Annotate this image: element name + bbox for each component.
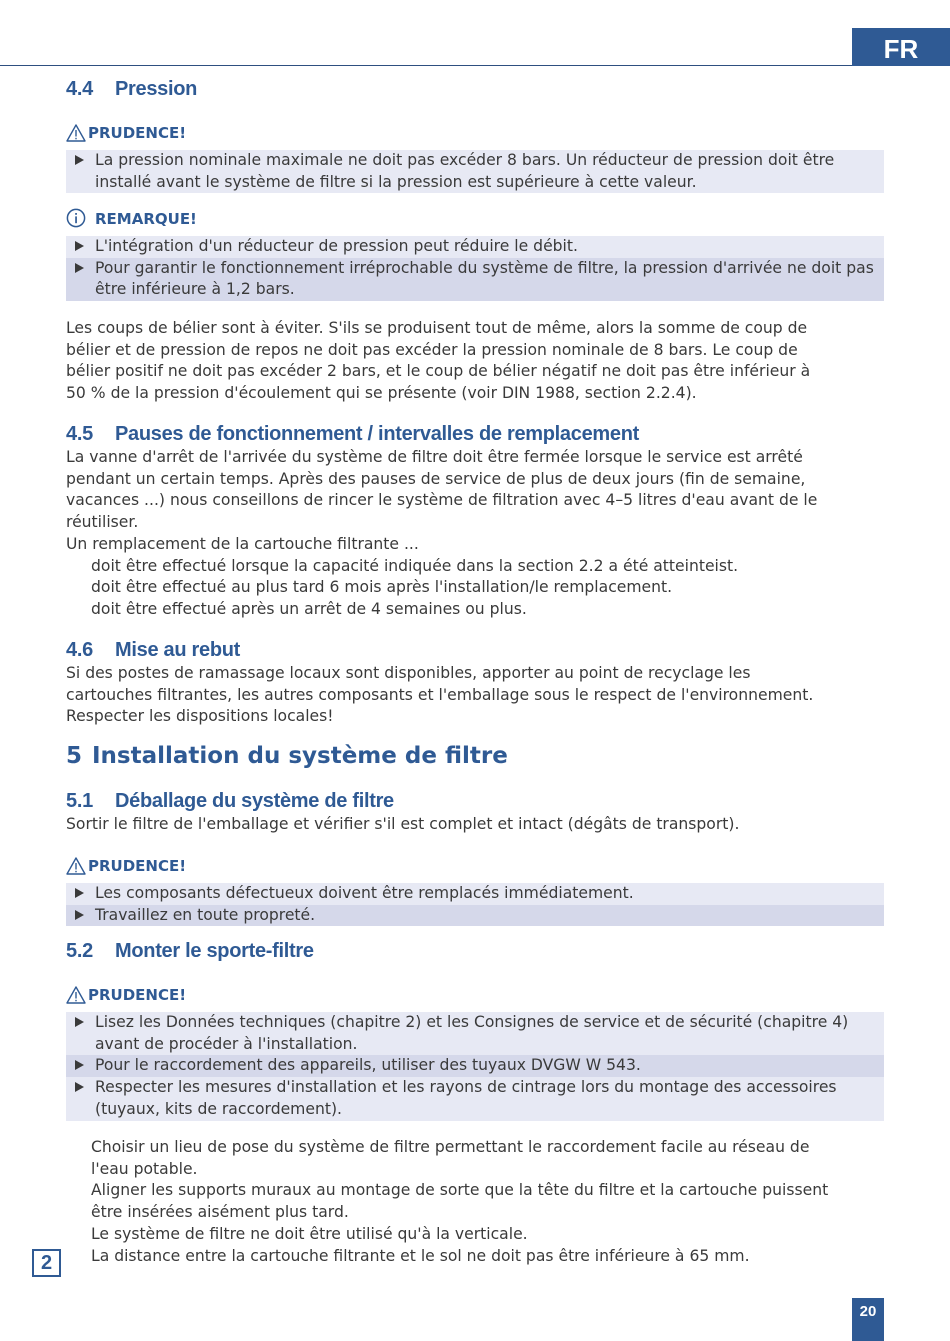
list-item: doit être effectué au plus tard 6 mois après l'installation/le remplacement. — [91, 578, 673, 597]
section-title: Mise au rebut — [115, 639, 241, 661]
section-5-2-heading — [66, 940, 314, 963]
warning-triangle-icon — [66, 986, 86, 1004]
caution-box — [66, 150, 884, 193]
bullet-triangle-icon — [75, 263, 84, 273]
warning-triangle-icon — [66, 124, 86, 142]
list-item: Travaillez en toute propreté. — [66, 905, 884, 927]
bullet-triangle-icon — [75, 241, 84, 251]
paragraph: Si des postes de ramassage locaux sont disponibles, apporter au point de recyclage les cartouches filtrantes, les autres composants et l'emballage sous le respect de l'environnement. Respecter les dispositions locales! — [66, 664, 814, 726]
caution-text: PRUDENCE! — [88, 124, 187, 142]
section-title: Pression — [115, 78, 198, 100]
section-number: 5.2 — [66, 940, 93, 962]
caution-box — [66, 883, 884, 926]
language-tab: FR — [852, 28, 950, 66]
section-number: 4.5 — [66, 423, 93, 445]
remark-text: REMARQUE! — [95, 210, 197, 228]
caution-text: PRUDENCE! — [88, 857, 187, 875]
caution-text: PRUDENCE! — [88, 986, 187, 1004]
bullet-triangle-icon — [75, 888, 84, 898]
list-item: Respecter les mesures d'installation et les rayons de cintrage lors du montage des accessoires (tuyaux, kits de raccordement). — [66, 1077, 884, 1120]
chapter-number-badge: 2 — [32, 1249, 61, 1277]
section-number: 4.6 — [66, 639, 93, 661]
page-number: 20 — [852, 1298, 884, 1341]
list-item: doit être effectué après un arrêt de 4 semaines ou plus. — [91, 599, 527, 618]
caution-label — [66, 124, 186, 142]
paragraph: Choisir un lieu de pose du système de filtre permettant le raccordement facile au réseau de l'eau potable. Aligner les supports muraux au montage de sorte que la tête du filtre et la cartouche puissent être insérées aisément plus tard. Le système de filtre ne doit être utilisé qu'à la verticale. La distance entre la cartouche filtrante et le sol ne doit pas être inférieure à 65 mm. — [91, 1138, 829, 1265]
caution-box — [66, 1012, 884, 1121]
paragraph: Les coups de bélier sont à éviter. S'ils se produisent tout de même, alors la somme de coup de bélier et de pression de repos ne doit pas excéder la pression nominale de 8 bars. Le coup de bélier positif ne doit pas excéder 2 bars, et le coup de bélier négatif ne doit pas être inférieur à 50 % de la pression d'écoulement qui se présente (voir DIN 1988, section 2.2.4). — [66, 319, 811, 403]
section-number: 5.1 — [66, 790, 93, 812]
chapter-5-heading — [66, 743, 508, 769]
chapter-number: 5 — [66, 743, 83, 769]
bullet-triangle-icon — [75, 1060, 84, 1070]
paragraph: La vanne d'arrêt de l'arrivée du système de filtre doit être fermée lorsque le service est arrêté pendant un certain temps. Après des pauses de service de plus de deux jours (fin de semaine, vacances ...) nous conseillons de rincer le système de filtration avec 4–5 litres d'eau avant de le réutiliser. Un remplacement de la cartouche filtrante ... doit être effectué lorsque la capacité indiquée dans la section 2.2 a été atteinteist. doit être effectué au plus tard 6 mois après l'installation/le remplacement. doit être effectué après un arrêt de 4 semaines ou plus. — [66, 447, 884, 621]
remark-label — [66, 210, 197, 228]
section-4-4-heading — [66, 78, 197, 101]
list-item: Lisez les Données techniques (chapitre 2) et les Consignes de service et de sécurité (chapitre 4) avant de procéder à l'installation. — [66, 1012, 884, 1055]
section-5-1-heading — [66, 790, 394, 813]
remark-box — [66, 236, 884, 301]
header-rule — [0, 65, 852, 66]
list-item: Pour le raccordement des appareils, utiliser des tuyaux DVGW W 543. — [66, 1055, 884, 1077]
info-circle-icon — [66, 208, 86, 228]
list-item: L'intégration d'un réducteur de pression peut réduire le débit. — [66, 236, 884, 258]
list-item: Les composants défectueux doivent être remplacés immédiatement. — [66, 883, 884, 905]
list-item: doit être effectué lorsque la capacité indiquée dans la section 2.2 a été atteinteist. — [91, 556, 739, 575]
chapter-title: Installation du système de filtre — [92, 743, 508, 769]
list-item: Pour garantir le fonctionnement irréprochable du système de filtre, la pression d'arrivée ne doit pas être inférieure à 1,2 bars. — [66, 258, 884, 301]
bullet-triangle-icon — [75, 1082, 84, 1092]
section-4-5-heading — [66, 423, 639, 446]
section-title: Monter le sporte-filtre — [115, 940, 314, 962]
caution-label — [66, 857, 186, 875]
paragraph: Sortir le filtre de l'emballage et vérifier s'il est complet et intact (dégâts de transport). — [66, 815, 740, 833]
caution-label — [66, 986, 186, 1004]
list-item: La pression nominale maximale ne doit pas excéder 8 bars. Un réducteur de pression doit être installé avant le système de filtre si la pression est supérieure à cette valeur. — [66, 150, 884, 193]
section-title: Pauses de fonctionnement / intervalles de remplacement — [115, 423, 639, 445]
section-4-6-heading — [66, 639, 240, 662]
bullet-triangle-icon — [75, 910, 84, 920]
section-number: 4.4 — [66, 78, 93, 100]
warning-triangle-icon — [66, 857, 86, 875]
section-title: Déballage du système de filtre — [115, 790, 394, 812]
bullet-triangle-icon — [75, 155, 84, 165]
bullet-triangle-icon — [75, 1017, 84, 1027]
